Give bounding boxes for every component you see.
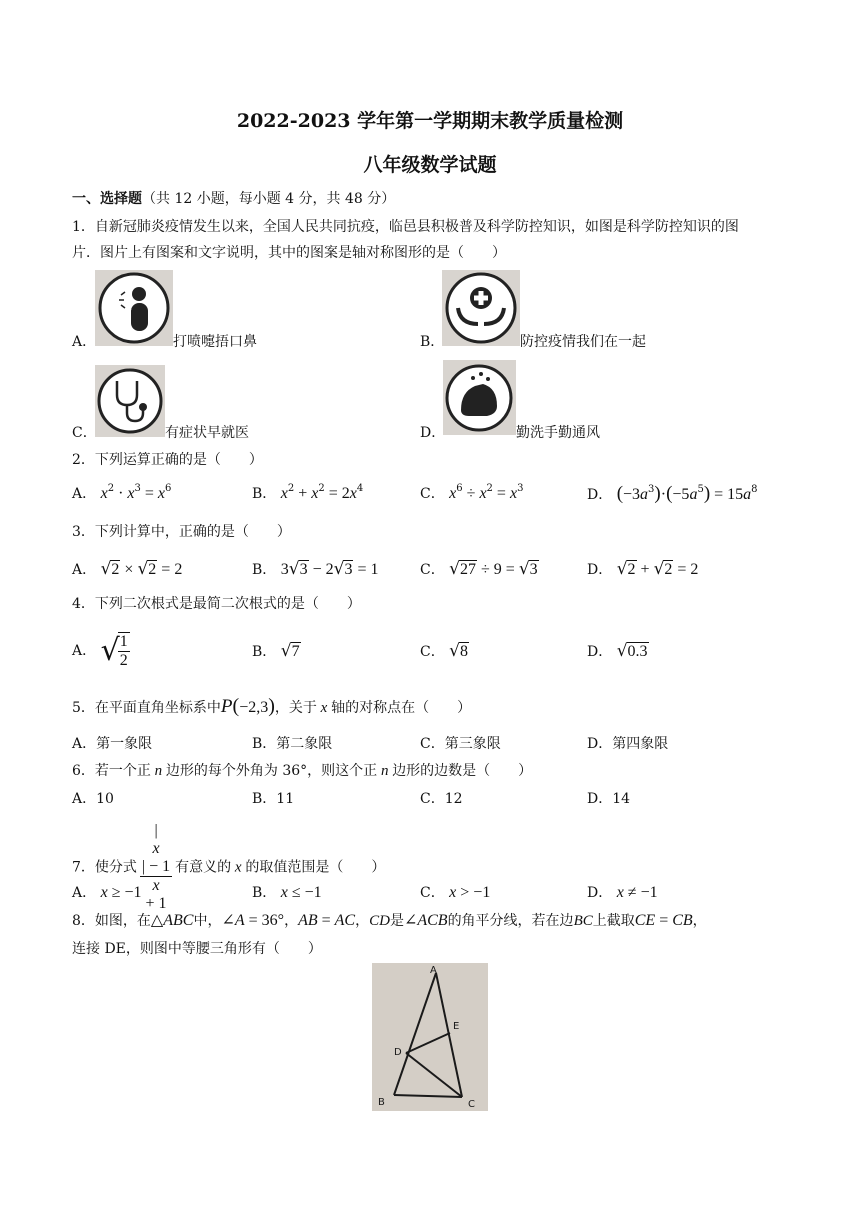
q7-option-c: C． x > −1 [420,884,491,901]
q8-stem-line1: 8．如图，在△ABC中，∠A = 36°，AB = AC，CD是∠ACB的角平分线，若在边BC上截取CE = CB， [72,912,707,929]
q4-option-a: A． √ $\frac{1}{2}$ [72,633,128,669]
q5-option-d: D．第四象限 [587,736,669,752]
q2-stem: 2．下列运算正确的是（ ） [72,452,263,468]
q6-option-c: C．12 [420,791,463,807]
figure-label-c: C [468,1099,475,1110]
q4-option-d: D． √0.3 [587,641,648,661]
stethoscope-icon [95,365,165,437]
q1-option-d: D． [420,425,446,441]
q6-option-d: D．14 [587,791,631,807]
q7-stem: 7．使分式 | x | − 1 x + 1 有意义的 x 的取值范围是（ ） [72,822,386,912]
q5-option-c: C．第三象限 [420,736,501,752]
q4-stem: 4．下列二次根式是最简二次根式的是（ ） [72,596,361,612]
q1-option-b: B． [420,334,445,350]
q3-option-a: A． √2 × √2 = 2 [72,559,183,579]
q5-stem: 5．在平面直角坐标系中P(−2,3)，关于 x 轴的对称点在（ ） [72,695,472,717]
q2-option-a: A． $x^2 \cdot x^3 = x^6$ [72,483,172,502]
q4-option-b: B． √7 [252,641,300,661]
figure-label-e: E [453,1021,460,1032]
q3-option-b: B． 3√3 − 2√3 = 1 [252,559,379,579]
q1-stem-line2: 片．图片上有图案和文字说明，其中的图案是轴对称图形的是（ ） [72,245,506,261]
q5-option-b: B．第二象限 [252,736,333,752]
q1-stem-line1: 1．自新冠肺炎疫情发生以来，全国人民共同抗疫，临邑县积极普及科学防控知识，如图是科学防控知识的图 [72,219,739,235]
q1-option-b-text: 防控疫情我们在一起 [520,334,646,350]
section-heading: 一、选择题（共 12 小题，每小题 4 分，共 48 分） [72,191,396,207]
sneeze-person-icon [95,270,173,346]
q1-option-c: C． [72,425,97,441]
q4-option-c: C． √8 [420,641,469,661]
figure-label-d: D [394,1047,402,1058]
q7-option-a: A． x ≥ −1 [72,884,142,901]
q2-option-c: C． $x^6 \div x^2 = x^3$ [420,483,524,502]
q2-option-d: D． $(-3a^3)\cdot(-5a^5) = 15a^8$ [587,483,758,504]
q1-option-d-text: 勤洗手勤通风 [516,425,600,441]
q5-option-a: A．第一象限 [72,736,153,752]
q6-option-a: A．10 [72,791,114,807]
page-subtitle: 八年级数学试题 [363,154,497,176]
hand-washing-icon [443,360,516,435]
hands-medical-cross-icon [442,270,520,346]
q8-stem-line2: 连接 DE，则图中等腰三角形有（ ） [72,941,322,957]
q6-option-b: B．11 [252,791,295,807]
q3-stem: 3．下列计算中，正确的是（ ） [72,524,291,540]
q7-option-b: B． x ≤ −1 [252,884,322,901]
triangle-figure [372,963,488,1111]
figure-label-b: B [378,1097,385,1108]
q1-option-a-text: 打喷嚏捂口鼻 [173,334,257,350]
page-title: 2022-2023 学年第一学期期末教学质量检测 [236,110,624,132]
q1-option-a: A． [72,334,97,350]
q1-option-c-text: 有症状早就医 [165,425,249,441]
q3-option-c: C． √27 ÷ 9 = √3 [420,559,538,579]
q3-option-d: D． √2 + √2 = 2 [587,559,699,579]
q7-option-d: D． x ≠ −1 [587,884,658,901]
q2-option-b: B． $x^2 + x^2 = 2x^4$ [252,483,364,502]
figure-label-a: A [430,965,437,976]
q6-stem: 6．若一个正 n 边形的每个外角为 36°，则这个正 n 边形的边数是（ ） [72,763,533,779]
